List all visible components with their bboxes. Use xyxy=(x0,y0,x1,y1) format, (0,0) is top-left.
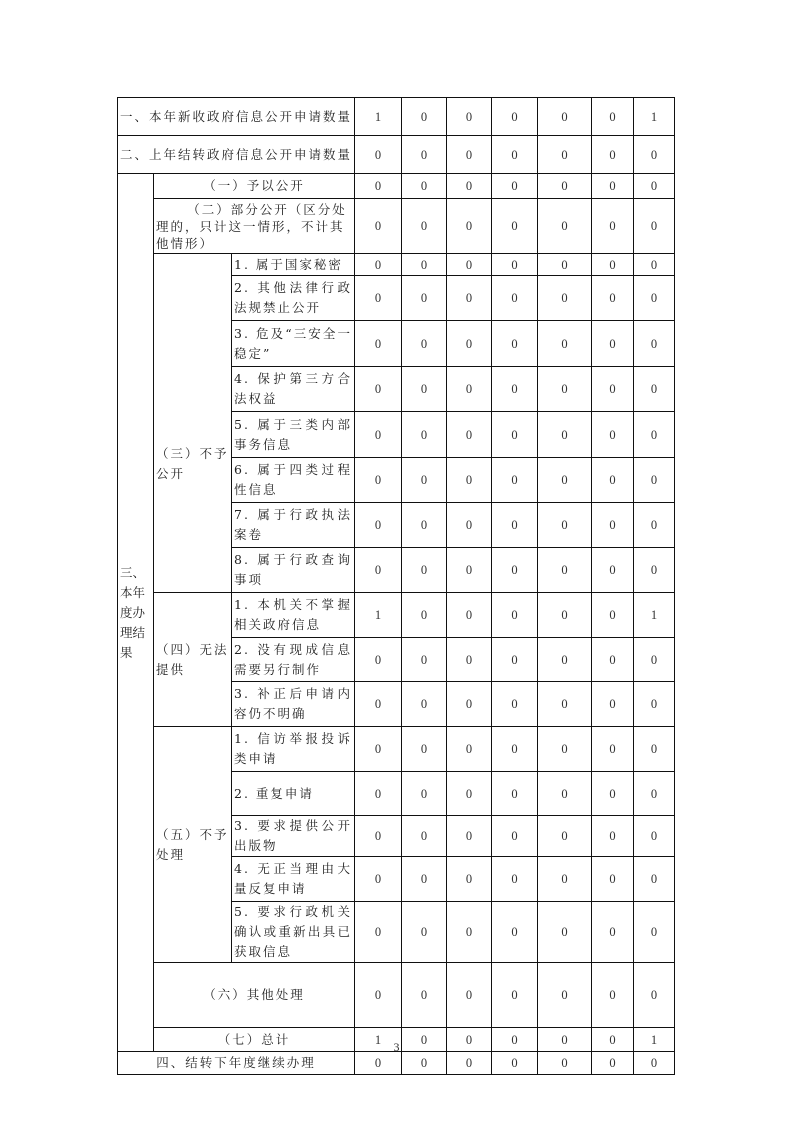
value-cell: 0 xyxy=(592,412,634,458)
value-cell: 0 xyxy=(538,772,592,816)
value-cell: 0 xyxy=(402,727,447,772)
value-cell: 0 xyxy=(592,963,634,1028)
value-cell: 0 xyxy=(538,963,592,1028)
value-cell: 0 xyxy=(592,1052,634,1075)
value-cell: 0 xyxy=(634,963,675,1028)
item-label: 3. 要求提供公开出版物 xyxy=(232,816,355,857)
row-not-process-item xyxy=(118,727,675,772)
value-cell: 0 xyxy=(402,638,447,682)
value-cell: 0 xyxy=(447,367,492,412)
value-cell: 0 xyxy=(592,367,634,412)
value-cell: 1 xyxy=(355,593,402,638)
value-cell: 0 xyxy=(355,254,402,276)
value-cell: 0 xyxy=(538,816,592,857)
statistics-table xyxy=(117,97,675,1075)
value-cell: 0 xyxy=(634,772,675,816)
value-cell: 0 xyxy=(492,638,538,682)
row-carried-over xyxy=(118,136,675,174)
item-label: 3. 补正后申请内容仍不明确 xyxy=(232,682,355,727)
value-cell: 0 xyxy=(355,1052,402,1075)
value-cell: 0 xyxy=(355,963,402,1028)
value-cell: 0 xyxy=(447,98,492,136)
value-cell: 0 xyxy=(402,412,447,458)
value-cell: 0 xyxy=(592,727,634,772)
value-cell: 0 xyxy=(355,458,402,503)
value-cell: 0 xyxy=(447,1052,492,1075)
section-label: 三、本年度办理结果 xyxy=(118,174,154,1052)
value-cell: 1 xyxy=(355,1028,402,1052)
row-label: 四、结转下年度继续办理 xyxy=(118,1052,355,1075)
value-cell: 0 xyxy=(402,254,447,276)
value-cell: 0 xyxy=(538,98,592,136)
item-label: 2. 没有现成信息需要另行制作 xyxy=(232,638,355,682)
group-label: （五）不予处理 xyxy=(154,727,232,963)
value-cell: 0 xyxy=(447,136,492,174)
value-cell: 0 xyxy=(634,199,675,254)
value-cell: 0 xyxy=(634,174,675,199)
value-cell: 0 xyxy=(592,458,634,503)
value-cell: 0 xyxy=(402,548,447,593)
value-cell: 0 xyxy=(634,254,675,276)
value-cell: 0 xyxy=(492,1028,538,1052)
value-cell: 0 xyxy=(402,857,447,902)
value-cell: 0 xyxy=(538,548,592,593)
value-cell: 0 xyxy=(538,412,592,458)
value-cell: 0 xyxy=(355,548,402,593)
value-cell: 0 xyxy=(538,1052,592,1075)
value-cell: 0 xyxy=(355,136,402,174)
value-cell: 0 xyxy=(447,638,492,682)
value-cell: 0 xyxy=(634,412,675,458)
value-cell: 0 xyxy=(447,816,492,857)
row-partial xyxy=(118,199,675,254)
value-cell: 0 xyxy=(402,367,447,412)
value-cell: 0 xyxy=(538,458,592,503)
value-cell: 0 xyxy=(355,638,402,682)
value-cell: 0 xyxy=(402,772,447,816)
value-cell: 0 xyxy=(447,458,492,503)
value-cell: 0 xyxy=(634,458,675,503)
value-cell: 0 xyxy=(492,412,538,458)
value-cell: 0 xyxy=(447,276,492,321)
value-cell: 0 xyxy=(447,199,492,254)
value-cell: 0 xyxy=(492,682,538,727)
value-cell: 0 xyxy=(402,174,447,199)
value-cell: 0 xyxy=(592,276,634,321)
row-label: 一、本年新收政府信息公开申请数量 xyxy=(118,98,355,136)
value-cell: 0 xyxy=(592,593,634,638)
value-cell: 0 xyxy=(355,367,402,412)
value-cell: 0 xyxy=(492,816,538,857)
item-label: 2. 重复申请 xyxy=(232,772,355,816)
value-cell: 0 xyxy=(634,367,675,412)
value-cell: 0 xyxy=(355,857,402,902)
value-cell: 0 xyxy=(634,136,675,174)
value-cell: 0 xyxy=(355,174,402,199)
value-cell: 0 xyxy=(492,199,538,254)
value-cell: 0 xyxy=(402,1028,447,1052)
value-cell: 0 xyxy=(447,503,492,548)
value-cell: 0 xyxy=(447,772,492,816)
value-cell: 0 xyxy=(538,503,592,548)
value-cell: 0 xyxy=(355,503,402,548)
row-other xyxy=(118,963,675,1028)
value-cell: 0 xyxy=(592,321,634,367)
value-cell: 0 xyxy=(402,503,447,548)
value-cell: 0 xyxy=(355,727,402,772)
value-cell: 0 xyxy=(492,174,538,199)
value-cell: 0 xyxy=(538,321,592,367)
value-cell: 0 xyxy=(402,321,447,367)
item-label: 7. 属于行政执法案卷 xyxy=(232,503,355,548)
row-open xyxy=(118,174,675,199)
value-cell: 0 xyxy=(492,367,538,412)
value-cell: 0 xyxy=(492,136,538,174)
value-cell: 0 xyxy=(402,816,447,857)
item-label: 6. 属于四类过程性信息 xyxy=(232,458,355,503)
value-cell: 0 xyxy=(492,902,538,963)
value-cell: 0 xyxy=(538,1028,592,1052)
item-label: 4. 无正当理由大量反复申请 xyxy=(232,857,355,902)
value-cell: 0 xyxy=(492,548,538,593)
value-cell: 0 xyxy=(402,682,447,727)
value-cell: 0 xyxy=(538,857,592,902)
value-cell: 1 xyxy=(355,98,402,136)
value-cell: 0 xyxy=(492,503,538,548)
value-cell: 0 xyxy=(538,638,592,682)
value-cell: 0 xyxy=(592,902,634,963)
value-cell: 0 xyxy=(447,548,492,593)
value-cell: 0 xyxy=(492,772,538,816)
value-cell: 0 xyxy=(447,254,492,276)
group-label: （一）予以公开 xyxy=(154,174,355,199)
item-label: 1. 属于国家秘密 xyxy=(232,254,355,276)
value-cell: 0 xyxy=(402,98,447,136)
value-cell: 1 xyxy=(634,1028,675,1052)
value-cell: 0 xyxy=(592,816,634,857)
value-cell: 0 xyxy=(634,857,675,902)
value-cell: 0 xyxy=(447,902,492,963)
value-cell: 0 xyxy=(634,638,675,682)
value-cell: 0 xyxy=(634,682,675,727)
value-cell: 0 xyxy=(447,1028,492,1052)
page-number: 3 xyxy=(393,1040,400,1054)
value-cell: 0 xyxy=(447,682,492,727)
item-label: 5. 要求行政机关确认或重新出具已获取信息 xyxy=(232,902,355,963)
value-cell: 0 xyxy=(402,458,447,503)
row-label: 二、上年结转政府信息公开申请数量 xyxy=(118,136,355,174)
item-label: 1. 本机关不掌握相关政府信息 xyxy=(232,593,355,638)
value-cell: 0 xyxy=(492,321,538,367)
value-cell: 0 xyxy=(447,321,492,367)
value-cell: 0 xyxy=(355,902,402,963)
item-label: 1. 信访举报投诉类申请 xyxy=(232,727,355,772)
value-cell: 0 xyxy=(634,902,675,963)
value-cell: 0 xyxy=(492,98,538,136)
value-cell: 0 xyxy=(492,963,538,1028)
value-cell: 0 xyxy=(538,593,592,638)
item-label: 5. 属于三类内部事务信息 xyxy=(232,412,355,458)
value-cell: 0 xyxy=(492,254,538,276)
value-cell: 0 xyxy=(592,174,634,199)
value-cell: 0 xyxy=(634,503,675,548)
value-cell: 0 xyxy=(447,412,492,458)
value-cell: 0 xyxy=(538,254,592,276)
value-cell: 0 xyxy=(402,136,447,174)
value-cell: 1 xyxy=(634,593,675,638)
item-label: 8. 属于行政查询事项 xyxy=(232,548,355,593)
value-cell: 0 xyxy=(355,276,402,321)
value-cell: 0 xyxy=(355,199,402,254)
value-cell: 0 xyxy=(538,174,592,199)
value-cell: 0 xyxy=(447,963,492,1028)
value-cell: 0 xyxy=(634,816,675,857)
value-cell: 0 xyxy=(634,1052,675,1075)
value-cell: 0 xyxy=(592,857,634,902)
value-cell: 0 xyxy=(592,199,634,254)
item-label: 2. 其他法律行政法规禁止公开 xyxy=(232,276,355,321)
value-cell: 0 xyxy=(402,276,447,321)
value-cell: 0 xyxy=(492,727,538,772)
value-cell: 0 xyxy=(592,772,634,816)
value-cell: 0 xyxy=(538,276,592,321)
value-cell: 0 xyxy=(402,963,447,1028)
value-cell: 0 xyxy=(538,902,592,963)
value-cell: 1 xyxy=(634,98,675,136)
value-cell: 0 xyxy=(355,682,402,727)
value-cell: 0 xyxy=(538,136,592,174)
value-cell: 0 xyxy=(634,321,675,367)
value-cell: 0 xyxy=(355,412,402,458)
value-cell: 0 xyxy=(355,772,402,816)
value-cell: 0 xyxy=(592,254,634,276)
value-cell: 0 xyxy=(592,548,634,593)
value-cell: 0 xyxy=(634,276,675,321)
value-cell: 0 xyxy=(447,857,492,902)
group-label: （三）不予公开 xyxy=(154,254,232,593)
item-label: 3. 危及“三安全一稳定” xyxy=(232,321,355,367)
value-cell: 0 xyxy=(538,682,592,727)
value-cell: 0 xyxy=(402,902,447,963)
group-label: （七）总计 xyxy=(154,1028,355,1052)
value-cell: 0 xyxy=(447,174,492,199)
value-cell: 0 xyxy=(355,816,402,857)
value-cell: 0 xyxy=(447,727,492,772)
group-label: （二）部分公开（区分处理的，只计这一情形，不计其他情形） xyxy=(154,199,355,254)
value-cell: 0 xyxy=(447,593,492,638)
group-label: （六）其他处理 xyxy=(154,963,355,1028)
value-cell: 0 xyxy=(592,638,634,682)
item-label: 4. 保护第三方合法权益 xyxy=(232,367,355,412)
value-cell: 0 xyxy=(402,1052,447,1075)
value-cell: 0 xyxy=(355,321,402,367)
value-cell: 0 xyxy=(538,727,592,772)
value-cell: 0 xyxy=(592,503,634,548)
value-cell: 0 xyxy=(592,136,634,174)
value-cell: 0 xyxy=(402,199,447,254)
value-cell: 0 xyxy=(592,682,634,727)
group-label: （四）无法提供 xyxy=(154,593,232,727)
row-new-requests xyxy=(118,98,675,136)
value-cell: 0 xyxy=(492,593,538,638)
value-cell: 0 xyxy=(492,276,538,321)
value-cell: 0 xyxy=(634,548,675,593)
value-cell: 0 xyxy=(492,857,538,902)
value-cell: 0 xyxy=(538,199,592,254)
row-unable-item xyxy=(118,593,675,638)
value-cell: 0 xyxy=(492,1052,538,1075)
value-cell: 0 xyxy=(634,727,675,772)
value-cell: 0 xyxy=(402,593,447,638)
value-cell: 0 xyxy=(492,458,538,503)
row-not-open-item xyxy=(118,254,675,276)
value-cell: 0 xyxy=(592,98,634,136)
value-cell: 0 xyxy=(592,1028,634,1052)
value-cell: 0 xyxy=(538,367,592,412)
